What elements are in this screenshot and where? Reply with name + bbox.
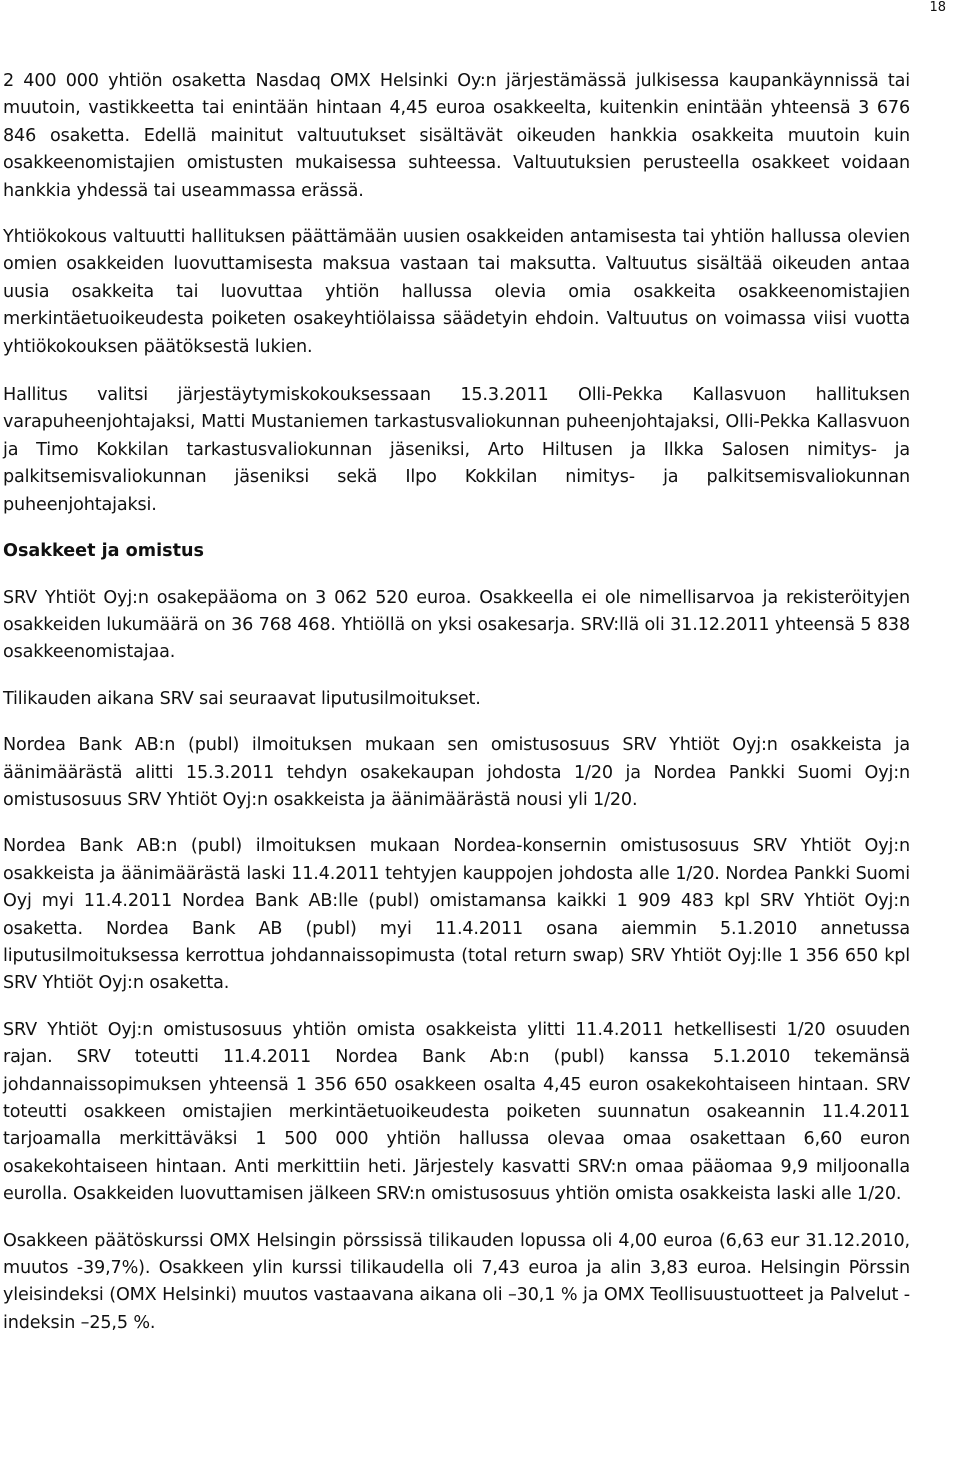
paragraph-share-price: Osakkeen päätöskurssi OMX Helsingin pörssissä tilikauden lopussa oli 4,00 euroa (6,63 eur 31.12.2010, muutos -39,7%). Osakkeen ylin kurssi tilikaudella oli 7,43 euroa ja alin 3,83 euroa. Helsingin Pörssin yleisindeksi (OMX Helsinki) muutos vastaavana aikana oli –30,1 % ja OMX Teollisuustuotteet ja Palvelut -indeksin –25,5 %. [3,1230,910,1333]
paragraph-nordea-flagging-2: Nordea Bank AB:n (publ) ilmoituksen mukaan Nordea-konsernin omistusosuus SRV Yhtiöt Oyj:n osakkeista ja äänimäärästä laski 11.4.2011 tehtyjen kauppojen johdosta alle 1/20. Nordea Pankki Suomi Oyj myi 11.4.2011 Nordea Bank AB:lle (publ) omistamansa kaikki 1 909 483 kpl SRV Yhtiöt Oyj:n osaketta. Nordea Bank AB (publ) myi 11.4.2011 osana aiemmin 5.1.2010 annetussa liputusilmoituksessa kerrottua johdannaissopimusta (total return swap) SRV Yhtiöt Oyj:lle 1 356 650 kpl SRV Yhtiöt Oyj:n osaketta. [3,836,910,994]
section-heading-shares: Osakkeet ja omistus [3,541,204,562]
page-number: 18 [929,0,946,15]
paragraph-own-shares: SRV Yhtiöt Oyj:n omistusosuus yhtiön omista osakkeista ylitti 11.4.2011 hetkellisesti 1/20 osuuden rajan. SRV toteutti 11.4.2011 Nordea Bank Ab:n (publ) kanssa 5.1.2010 tekemänsä johdannaissopimuksen yhteensä 1 356 650 osakkeen osalta 4,45 euron osakekohtaiseen hintaan. SRV toteutti osakkeen omistajien merkintäetuoikeudesta poiketen suunnatun osakeannin 11.4.2011 tarjoamalla merkittäväksi 1 500 000 yhtiön hallussa olevaa omaa osakettaan 6,60 euron osakekohtaiseen hintaan. Anti merkittiin heti. Järjestely kasvatti SRV:n omaa pääomaa 9,9 miljoonalla eurolla. Osakkeiden luovuttamisen jälkeen SRV:n omistusosuus yhtiön omista osakkeista laski alle 1/20. [3,1019,910,1205]
document-body [3,68,910,1356]
paragraph-share-capital: SRV Yhtiöt Oyj:n osakepääoma on 3 062 520 euroa. Osakkeella ei ole nimellisarvoa ja rekisteröityjen osakkeiden lukumäärä on 36 768 468. Yhtiöllä on yksi osakesarja. SRV:llä oli 31.12.2011 yhteensä 5 838 osakkeenomistajaa. [3,587,910,663]
paragraph-board-committees: Hallitus valitsi järjestäytymiskokouksessaan 15.3.2011 Olli-Pekka Kallasvuon hallituksen varapuheenjohtajaksi, Matti Mustaniemen tarkastusvaliokunnan puheenjohtajaksi, Olli-Pekka Kallasvuon ja Timo Kokkilan tarkastusvaliokunnan jäseniksi, Arto Hiltusen ja Ilkka Salosen nimitys- ja palkitsemisvaliokunnan jäseniksi sekä Ilpo Kokkilan nimitys- ja palkitsemisvaliokunnan puheenjohtajaksi. [3,385,910,515]
paragraph-share-acquisition: 2 400 000 yhtiön osaketta Nasdaq OMX Helsinki Oy:n järjestämässä julkisessa kaupankäynnissä tai muutoin, vastikkeetta tai enintään hintaan 4,45 euroa osakkeelta, kuitenkin enintään yhteensä 3 676 846 osaketta. Edellä mainitut valtuutukset sisältävät oikeuden hankkia osakkeita muutoin kuin osakkeenomistajien omistusten mukaisessa suhteessa. Valtuutuksien perusteella osakkeet voidaan hankkia yhdessä tai useammassa erässä. [3,71,910,201]
paragraph-share-issue-authorization: Yhtiökokous valtuutti hallituksen päättämään uusien osakkeiden antamisesta tai yhtiön hallussa olevien omien osakkeiden luovuttamisesta maksua vastaan tai maksutta. Valtuutus sisältää oikeuden antaa uusia osakkeita tai luovuttaa yhtiön hallussa olevia omia osakkeita osakkeenomistajien merkintäetuoikeudesta poiketen osakeyhtiölaissa säädetyin ehdoin. Valtuutus on voimassa viisi vuotta yhtiökokouksen päätöksestä lukien. [3,227,910,357]
paragraph-flagging-intro: Tilikauden aikana SRV sai seuraavat liputusilmoitukset. [3,688,481,709]
paragraph-nordea-flagging-1: Nordea Bank AB:n (publ) ilmoituksen mukaan sen omistusosuus SRV Yhtiöt Oyj:n osakkeista ja äänimäärästä alitti 15.3.2011 tehdyn osakekaupan johdosta 1/20 ja Nordea Pankki Suomi Oyj:n omistusosuus SRV Yhtiöt Oyj:n osakkeista ja äänimäärästä nousi yli 1/20. [3,735,910,810]
